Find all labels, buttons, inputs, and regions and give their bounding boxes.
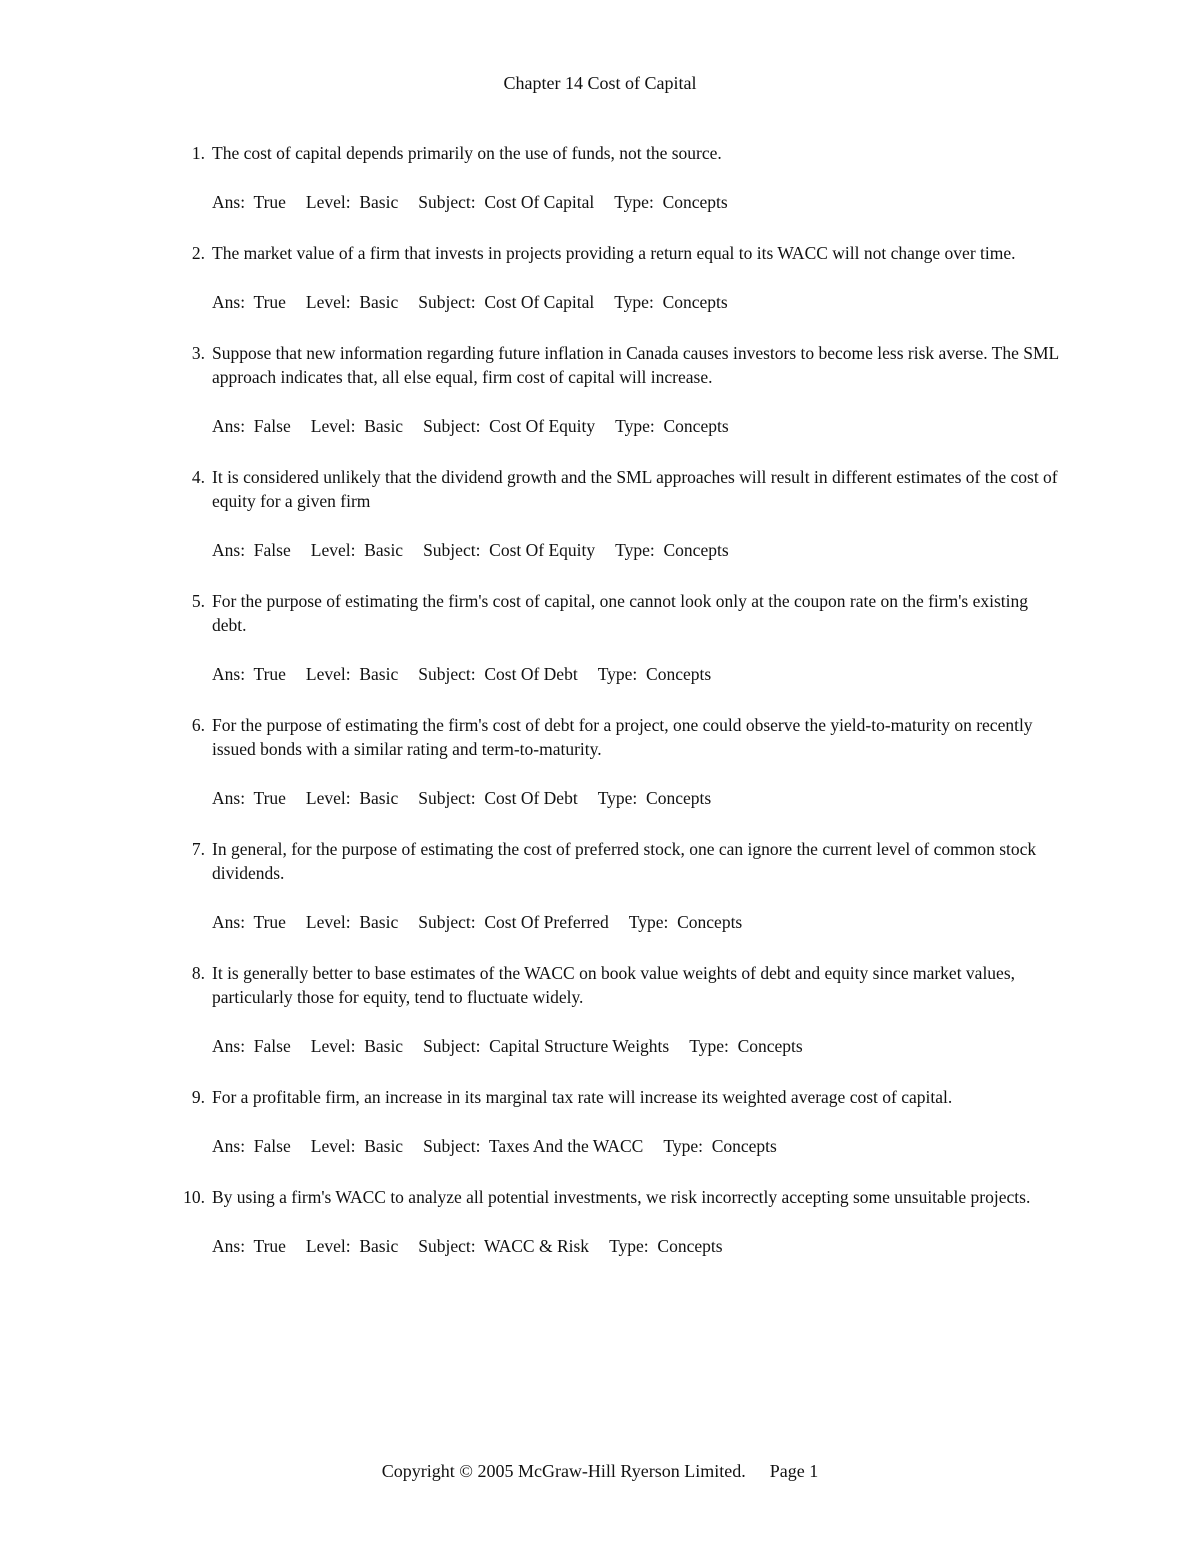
subject-value: Subject: Cost Of Capital	[418, 292, 595, 312]
answer-meta	[212, 662, 1200, 686]
type-value: Type: Concepts	[614, 192, 728, 212]
answer-meta	[212, 538, 1200, 562]
subject-value: Subject: Capital Structure Weights	[423, 1036, 670, 1056]
type-value: Type: Concepts	[663, 1136, 777, 1156]
question-number: 1.	[191, 143, 205, 163]
question-item	[0, 241, 1200, 314]
question-text: For the purpose of estimating the firm's cost of capital, one cannot look only at the coupon rate on the firm's existing debt.	[212, 591, 1028, 635]
question-text: The cost of capital depends primarily on the use of funds, not the source.	[212, 143, 722, 163]
question-number: 5.	[191, 591, 205, 611]
question-number: 7.	[191, 839, 205, 859]
question-text: The market value of a firm that invests in projects providing a return equal to its WACC will not change over time.	[212, 243, 1016, 263]
answer-value: Ans: True	[212, 788, 286, 808]
subject-value: Subject: WACC & Risk	[418, 1236, 590, 1256]
answer-value: Ans: True	[212, 912, 286, 932]
type-value: Type: Concepts	[614, 292, 728, 312]
question-text: Suppose that new information regarding future inflation in Canada causes investors to become less risk averse. The SML approach indicates that, all else equal, firm cost of capital will increase.	[212, 343, 1059, 387]
type-value: Type: Concepts	[597, 664, 712, 684]
subject-value: Subject: Cost Of Equity	[423, 416, 596, 436]
question-text: For a profitable firm, an increase in its marginal tax rate will increase its weighted average cost of capital.	[212, 1087, 953, 1107]
level-value: Level: Basic	[310, 1136, 404, 1156]
subject-value: Subject: Taxes And the WACC	[423, 1136, 644, 1156]
question-number: 2.	[191, 243, 205, 263]
level-value: Level: Basic	[305, 192, 399, 212]
answer-meta	[212, 1234, 1200, 1258]
question-number: 6.	[191, 715, 205, 735]
answer-value: Ans: True	[212, 664, 286, 684]
subject-value: Subject: Cost Of Debt	[418, 664, 578, 684]
type-value: Type: Concepts	[597, 788, 712, 808]
level-value: Level: Basic	[305, 912, 399, 932]
question-text: It is considered unlikely that the dividend growth and the SML approaches will result in different estimates of the cost of equity for a given firm	[212, 467, 1058, 511]
question-item	[0, 141, 1200, 214]
answer-meta	[212, 414, 1200, 438]
answer-value: Ans: True	[212, 1236, 286, 1256]
page-footer	[0, 1459, 1200, 1483]
subject-value: Subject: Cost Of Preferred	[418, 912, 609, 932]
question-text: It is generally better to base estimates of the WACC on book value weights of debt and equity since market values, particularly those for equity, tend to fluctuate widely.	[212, 963, 1016, 1007]
question-item	[0, 1085, 1200, 1158]
subject-value: Subject: Cost Of Debt	[418, 788, 578, 808]
question-item	[0, 961, 1200, 1058]
level-value: Level: Basic	[305, 788, 399, 808]
answer-value: Ans: False	[212, 1136, 291, 1156]
level-value: Level: Basic	[310, 416, 404, 436]
answer-meta	[212, 1034, 1200, 1058]
answer-meta	[212, 190, 1200, 214]
question-number: 10.	[183, 1187, 205, 1207]
type-value: Type: Concepts	[628, 912, 743, 932]
answer-value: Ans: True	[212, 192, 286, 212]
question-item	[0, 1185, 1200, 1258]
page-title: Chapter 14 Cost of Capital	[503, 73, 697, 93]
copyright-text: Copyright © 2005 McGraw-Hill Ryerson Limited.	[381, 1461, 746, 1481]
type-value: Type: Concepts	[615, 540, 729, 560]
answer-value: Ans: False	[212, 1036, 291, 1056]
subject-value: Subject: Cost Of Capital	[418, 192, 595, 212]
type-value: Type: Concepts	[609, 1236, 723, 1256]
level-value: Level: Basic	[310, 540, 404, 560]
question-number: 8.	[191, 963, 205, 983]
answer-value: Ans: False	[212, 416, 291, 436]
question-item	[0, 589, 1200, 686]
question-text: For the purpose of estimating the firm's cost of debt for a project, one could observe the yield-to-maturity on recently issued bonds with a similar rating and term-to-maturity.	[212, 715, 1033, 759]
answer-meta	[212, 910, 1200, 934]
level-value: Level: Basic	[310, 1036, 404, 1056]
type-value: Type: Concepts	[615, 416, 729, 436]
answer-meta	[212, 1134, 1200, 1158]
answer-value: Ans: False	[212, 540, 291, 560]
answer-meta	[212, 290, 1200, 314]
question-text: In general, for the purpose of estimating the cost of preferred stock, one can ignore the current level of common stock dividends.	[212, 839, 1037, 883]
subject-value: Subject: Cost Of Equity	[423, 540, 596, 560]
answer-value: Ans: True	[212, 292, 286, 312]
question-number: 3.	[191, 343, 205, 363]
level-value: Level: Basic	[305, 664, 399, 684]
answer-meta	[212, 786, 1200, 810]
page-number: Page 1	[769, 1461, 819, 1481]
question-text: By using a firm's WACC to analyze all potential investments, we risk incorrectly accepting some unsuitable projects.	[212, 1187, 1031, 1207]
question-item	[0, 465, 1200, 562]
question-number: 4.	[191, 467, 205, 487]
level-value: Level: Basic	[305, 1236, 399, 1256]
question-item	[0, 837, 1200, 934]
question-list	[0, 141, 1200, 1285]
question-item	[0, 713, 1200, 810]
type-value: Type: Concepts	[689, 1036, 803, 1056]
level-value: Level: Basic	[305, 292, 399, 312]
question-number: 9.	[191, 1087, 205, 1107]
question-item	[0, 341, 1200, 438]
